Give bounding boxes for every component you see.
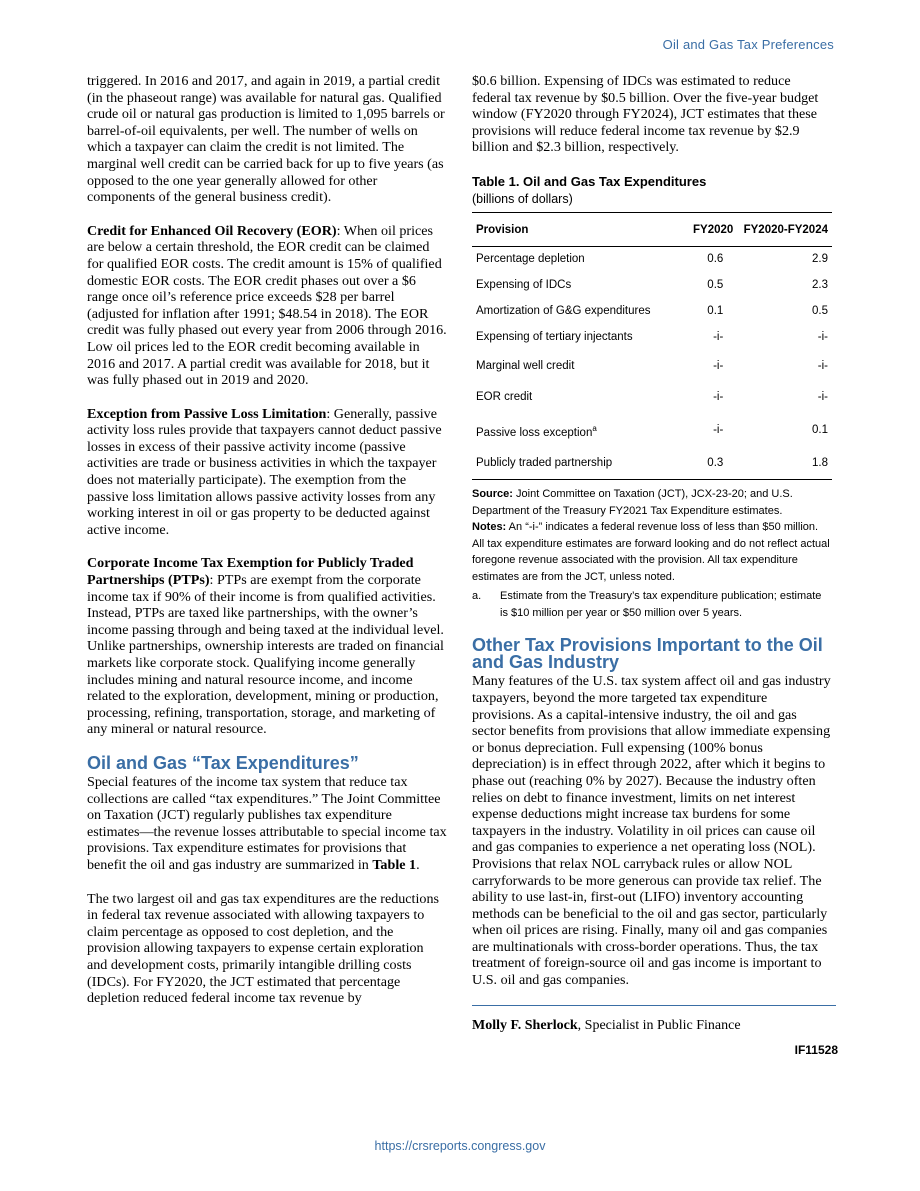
fy2024-cell: -i- <box>817 390 828 403</box>
paragraph-marginal-well: triggered. In 2016 and 2017, and again in 2019, a partial credit (in the phaseout range) was available for natural gas. Qualified crude oil or natural gas production is limited to 1,095 barrels or barrel-of-oil equivalents, per well. The number of wells on which a taxpayer can claim the credit is not limited. The marginal well credit can be carried back for up to five years (as opposed to the one year generally allowed for other components of the general business credit). <box>87 73 445 206</box>
right-column <box>472 73 838 1059</box>
table-header-row <box>472 212 832 246</box>
provision-cell: Marginal well credit <box>476 359 575 372</box>
paragraph-eor <box>87 223 447 389</box>
table-row <box>472 273 832 299</box>
provision-cell: Expensing of IDCs <box>476 278 572 291</box>
author-line <box>472 1018 832 1035</box>
table-subtitle: (billions of dollars) <box>472 191 573 206</box>
fy2020-cell: 0.5 <box>707 278 724 291</box>
ptp-body: : PTPs are exempt from the corporate income tax if 90% of their income is from qualified activities. Instead, PTPs are taxed like partnerships, with the owner’s income passing through and being taxed at the individual level. Unlike partnerships, ownership interests are traded on financial markets like corporate stock. Qualifying income generally includes mining and natural resource income, and income related to the exploration, development, mining or production, processing, refining, transportation, storage, and marketing of any mineral or natural resource. <box>87 572 444 738</box>
fy2024-cell: -i- <box>817 359 828 372</box>
table-row <box>472 448 832 480</box>
section-heading-other-provisions: Other Tax Provisions Important to the Oil and Gas Industry <box>472 635 823 673</box>
provision-cell: Expensing of tertiary injectants <box>476 330 633 343</box>
fy2024-cell: 2.3 <box>812 278 828 291</box>
table-notes <box>472 486 832 621</box>
table-source <box>472 486 832 519</box>
table-title: Table 1. Oil and Gas Tax Expenditures <box>472 173 707 189</box>
paragraph-ptp <box>87 555 447 738</box>
provision-cell <box>472 413 688 449</box>
provision-cell: Amortization of G&G expenditures <box>476 304 651 317</box>
fy2020-cell: -i- <box>713 359 724 372</box>
fy2024-cell: 0.1 <box>812 423 828 436</box>
eor-heading: Credit for Enhanced Oil Recovery (EOR) <box>87 222 337 239</box>
table-notes-text <box>472 519 832 585</box>
fy2020-cell: 0.6 <box>707 252 724 265</box>
fy2024-cell: 0.5 <box>812 304 828 317</box>
tax-expenditures-table <box>472 212 832 480</box>
paragraph-idc-estimates: $0.6 billion. Expensing of IDCs was estimated to reduce federal tax revenue by $0.5 billion. Over the five-year budget window (FY2020 through FY2024), JCT estimates that these provisions will reduce federal income tax revenue by $2.9 billion and $2.3 billion, respectively. <box>472 73 819 156</box>
notes-text: An “-i-” indicates a federal revenue loss of less than $50 million. All tax expenditure estimates are forward looking and do not reflect actual foregone revenue associated with the provision. All tax expenditure estimates are from the JCT, unless noted. <box>472 521 830 583</box>
notes-label: Notes: <box>472 521 507 534</box>
fy2020-cell: -i- <box>713 390 724 403</box>
column-header-provision: Provision <box>472 212 688 246</box>
passive-loss-heading: Exception from Passive Loss Limitation <box>87 405 327 422</box>
running-header: Oil and Gas Tax Preferences <box>662 37 834 52</box>
table-row <box>472 325 832 351</box>
footer-url-link[interactable]: https://crsreports.congress.gov <box>374 1139 546 1153</box>
table-row <box>472 299 832 325</box>
fy2024-cell: 2.9 <box>812 252 828 265</box>
table-row <box>472 351 832 382</box>
paragraph-tax-expenditures <box>87 774 447 874</box>
tax-expenditures-end: . <box>416 856 420 873</box>
author-name: Molly F. Sherlock <box>472 1017 578 1033</box>
fy2024-cell: 1.8 <box>737 448 832 480</box>
footnote-text: Estimate from the Treasury’s tax expenditure publication; estimate is $10 million per year or $50 million over 5 years. <box>500 590 822 619</box>
author-title: , Specialist in Public Finance <box>577 1017 741 1033</box>
paragraph-other-provisions: Many features of the U.S. tax system affect oil and gas industry taxpayers, beyond the more targeted tax expenditure provisions. As a capital-intensive industry, the oil and gas sector benefits from provisions that allow immediate expensing or bonus depreciation. Full expensing (100% bonus depreciation) is in effect through 2022, after which it begins to phase out (reaching 0% by 2027). Because the industry often relies on debt to finance investment, limits on net interest expense deductions might increase tax burdens for some taxpayers in the industry. Volatility in oil prices can cause oil and gas companies to experience a net operating loss (NOL). Provisions that relax NOL carryback rules or allow NOL carryforwards to be more generous can provide tax relief. The ability to use last-in, first-out (LIFO) inventory accounting methods can be beneficial to the oil and gas sector, particularly when oil prices are rising. Finally, many oil and gas companies are multinationals with cross-border operations. Thus, the tax treatment of foreign-source oil and gas income is important to U.S. oil and gas companies. <box>472 673 831 989</box>
paragraph-largest-expenditures: The two largest oil and gas tax expenditures are the reductions in federal tax revenue associated with allowing taxpayers to claim percentage as opposed to cost depletion, and the provision allowing taxpayers to expense certain exploration and development costs, primarily intangible drilling costs (IDCs). For FY2020, the JCT estimated that percentage depletion reduced federal income tax revenue by <box>87 890 439 1007</box>
fy2020-cell: -i- <box>713 423 724 436</box>
table-footnote <box>472 588 832 621</box>
footnote-label: a. <box>472 590 482 603</box>
column-header-fy2020: FY2020 <box>688 212 737 246</box>
provision-cell: Percentage depletion <box>476 252 585 265</box>
section-heading-tax-expenditures: Oil and Gas “Tax Expenditures” <box>87 752 359 773</box>
passive-loss-body: : Generally, passive activity loss rules provide that taxpayers cannot deduct passive losses in excess of their passive activity income (passive activities are trade or business activities in which the taxpayer does not materially participate). The exemption from the passive loss limitation allows passive activity losses from any working interest in oil or gas property to be deducted against active income. <box>87 405 442 538</box>
table-row <box>472 413 832 449</box>
provision-text: Passive loss exception <box>476 426 593 439</box>
paragraph-passive-loss <box>87 406 447 539</box>
left-column <box>87 73 447 1024</box>
fy2024-cell: -i- <box>817 330 828 343</box>
fy2020-cell: -i- <box>713 330 724 343</box>
document-id: IF11528 <box>794 1043 838 1058</box>
tax-expenditures-text: Special features of the income tax system that reduce tax collections are called “tax expenditures.” The Joint Committee on Taxation (JCT) regularly publishes tax expenditure estimates—the revenue losses attributable to special income tax provisions. Tax expenditure estimates for provisions that benefit the oil and gas industry are summarized in <box>87 773 447 873</box>
table-row <box>472 382 832 413</box>
table-reference-link: Table 1 <box>372 856 417 873</box>
table-row <box>472 246 832 273</box>
eor-body: : When oil prices are below a certain threshold, the EOR credit can be claimed for qualified EOR costs. The credit amount is 15% of qualified domestic EOR costs. The EOR credit phases out over a $6 range once oil’s reference price exceeds $28 per barrel (adjusted for inflation after 1991; $48.54 in 2018). The EOR credit was fully phased out every year from 2006 through 2016. Low oil prices led to the EOR credit becoming available in 2016 and 2017. A partial credit was available for 2018, but it was fully phased out in 2019 and 2020. <box>87 222 447 389</box>
column-header-fy2020-fy2024: FY2020-FY2024 <box>737 212 832 246</box>
source-label: Source: <box>472 488 513 501</box>
provision-cell: Publicly traded partnership <box>472 448 688 480</box>
author-divider <box>472 1005 836 1006</box>
fy2020-cell: 0.1 <box>707 304 724 317</box>
provision-cell: EOR credit <box>476 390 533 403</box>
ptp-heading: Corporate Income Tax Exemption for Publicly Traded Partnerships (PTPs) <box>87 555 414 589</box>
footnote-marker: a <box>592 423 597 433</box>
fy2020-cell: 0.3 <box>688 448 737 480</box>
source-text: Joint Committee on Taxation (JCT), JCX-23-20; and U.S. Department of the Treasury FY2021 Tax Expenditure estimates. <box>472 488 793 517</box>
